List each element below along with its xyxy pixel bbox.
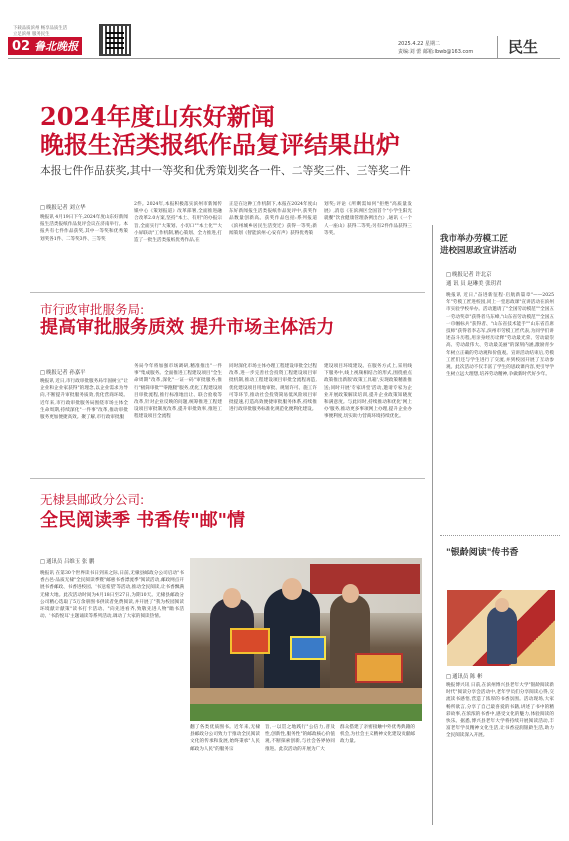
story2-kicker: 市行政审批服务局: — [40, 302, 145, 317]
column-divider — [432, 225, 433, 825]
story2-col-3: 同时深化市场主体办理工程建设审批全过程改革,进一步完善社会投资工程建设项目审批机制,推动工程建设项目审批全流程再造,优化建设项目用地审批、规划许可、施工许可等环节,推动社会投资简易低风险项目审批提速,打造高效便捷审批服务体系,持续推进行政审批服务标准化规范化便利化建设。 — [229, 364, 317, 413]
story3-col-4: 群众搭建了亲密接触中外优秀典籍的机会,为社会主义精神文化建设贡献邮政力量。 — [340, 725, 415, 745]
lead-subheadline: 本报七件作品获奖,其中一等奖和优秀策划奖各一件、二等奖三件、三等奖二件 — [40, 164, 411, 177]
lead-byline: □ 晚报记者 刘立华 — [40, 203, 86, 211]
lead-col-3: 正是在这种工作机制下,本报在2024年度山东好新闻报生活类报纸作品复评中,获奖作品数量创新高。获奖作品包括:系列报道《滨州城乡居民生活变迁》获得一等奖;新闻策划《智能滨州·心安有声》获得优秀策 — [229, 202, 317, 236]
paper-name: 鲁北晚报 — [34, 40, 79, 53]
side2-byline: □ 通讯员 陈 彬 — [446, 672, 482, 680]
lead-col-2: 2件。2024年,本报积极落实滨州市新闻传媒中心《策划报道》改革部署,全面推进融合改革2.0方案,坚持"本土、有用"的办报宗旨,全面实行"大策划、小切口""本土化""大小屏联动"工作机制,精心策划、全力推进,打造了一批生活类报纸优秀作品,在 — [134, 202, 222, 244]
side1-byline-1: □ 晚报记者 许北京 — [446, 270, 492, 278]
masthead-bar — [8, 37, 82, 55]
slogan-line: 下载品质滨州 畅享品质生活 — [13, 26, 68, 31]
side2-headline: "银龄阅读"传书香 — [446, 548, 519, 558]
story2-headline: 提高审批服务质效 提升市场主体活力 — [40, 317, 335, 338]
masthead-slogan — [13, 26, 67, 37]
story3-kicker: 无棣县邮政分公司: — [40, 492, 145, 507]
side2-body: 晚报博兴讯 日前,在滨州博兴县老年大学"银龄阅读新时代"阅读分享会活动中,老年学员们分享阅读心得,交流读书感悟,营造了浓厚的书香氛围。活动现场,大家畅所欲言,分享了自己最喜爱的书籍,讲述了书中的精彩故事,在浓浓的书香中,感受文化的魅力,体验阅读的快乐。据悉,博兴县老年大学将持续开展阅读活动,丰富老年学员精神文化生活,让书香浸润银龄生活,助力全民阅读深入开展。 — [446, 683, 554, 739]
lead-headline-1: 2024年度山东好新闻 — [40, 102, 275, 131]
story2-col-1: 晚报讯 近日,市行政审批服务局牢固树立"让企业和企业家获得"的理念,以企业需求为导向,不断提升审批服务质效,优化营商环境。近年来,市行政审批服务局围绕市场主体全生命周期,持续深化"一件事"改革,推动审批服务更加便捷高效。聚了解,市行政审批服 — [40, 379, 128, 421]
story2-col-4: 建设项目环境建设。在服务方式上,采用线下服务中,线上视频相结合的形式,围绕重点政策推出新版'政策工具箱',实现政策精准推送;同时开展'专家讲堂'活动,邀请专家为企业开展政策解读培训,提升企业政策知晓度和满意度。与此同时,持续推动和优化'网上办'服务,推动更多事项网上办理,提升企业办事便利度,切实助力营商环境持续优化。 — [324, 364, 412, 420]
issue-date: 2025.4.22 星期二 — [398, 41, 441, 47]
side1-headline-line: 我市举办劳模工匠 — [440, 234, 509, 244]
story3-headline: 全民阅读季 书香传"邮"情 — [40, 510, 246, 531]
story3-byline: □ 通讯员 吕维玉 张 鹏 — [40, 557, 94, 565]
section-name: 民生 — [508, 38, 539, 56]
qr-code-pattern — [106, 31, 124, 49]
editor-line: 责编:刘 蕾 邮箱:lbwb@163.com — [398, 49, 474, 55]
story3-col-2: 翻了各类优质图书。近年来,无棣县邮政分公司致力于推动全民阅读文化的传承和发展,始终秉承"人民邮政为人民"的服务宗 — [190, 725, 260, 752]
page-number: 02 — [12, 38, 31, 54]
separator — [30, 292, 425, 293]
lead-col-4: 划奖;评论《所剩需如何"拒绝"高质量发展》,消息《在滨洲区全国首个"小学生阳光就餐"饮食健康管理条例出台》,通讯《一个人一座山》获得二等奖;另有2件作品获得三等奖。 — [324, 202, 412, 236]
story3-col-1: 晚报讯 在第30个世界读书日到来之际,日前,无棣县邮政分公司启动"书香古邑·品质无棣"全民阅读季暨"邮惠书香漂流季"阅读活动,邮政网点开展书香邮政、书香进校园、'书送希望'等活动,推动全民阅读,让书香飘满无棣大地。此次活动时间为4月18日至27日,为期10天。无棣县邮政分公司精心选取了5万余册图书供读者免费阅读,并开展了"我为校园阅读环境献计献策"读书打卡活动、"向先进看齐,致敬先进人物"瞻书活动、'书韵悦耳'主题诵读等系列活动,调动了大家的阅读热情。 — [40, 571, 184, 620]
story2-byline: □ 晚报记者 孙嘉平 — [40, 368, 86, 376]
side1-headline-line: 进校园思政宣讲活动 — [440, 246, 517, 256]
top-rule — [8, 58, 560, 59]
divider — [497, 36, 498, 58]
senior-reading-photo — [447, 590, 555, 666]
side1-byline-2: 通 讯 员 赵琳美 张玥君 — [446, 281, 502, 287]
story2-col-2: 务局今年将加强市场调研,精准推出"一件事"集成服务。全面推进工程建设项目"全生命周期"改革,深化"一证一码"审批服务;推行"极简审批""零跑腿"服务,优化工程建设项目审批流程,推行标准地出让、联合验收等改革,针对企业反映的问题,统筹推进工程建设项目审批制度改革,提升审批效率,推进工程建设项目全流程 — [134, 364, 222, 420]
separator — [440, 535, 560, 536]
side1-headline — [440, 233, 517, 257]
story3-col-3: 旨,一以贯之地践行"公信力,普及性,创新性,服务性"的邮政核心价值观,不断探索创新,与社会各界协同推进。此次活动的开展为广大 — [265, 725, 335, 752]
reading-event-photo — [190, 558, 422, 721]
slogan-line: 立足滨州 服务民生 — [13, 31, 50, 37]
date-editor-block — [398, 40, 473, 56]
side1-body: 晚报讯 近日,"奋进新征程·启航新篇章"——2025年"劳模工匠进校园,同上一堂思政课"宣讲活动在滨州市实验学校举办。活动邀请了"全国劳动模范""全国五一劳动奖章"获得者马东峰,"山东省劳动模范""全国五一巾帼标兵"获得者、"山东省技术能手""山东省首席技师"获得者李志军,滨州市劳模工匠代表,为同学们讲述奋斗历程,用亲身经历诠释"劳动最光荣、劳动最崇高、劳动最伟大、劳动最美丽"的深刻内涵,激励青少年树立正确的劳动观和价值观。宣讲活动结束后,劳模工匠们还与学生进行了交流,并到校园开展了互动参观。此次活动不仅丰富了学生的思政课内容,更引导学生树立远大理想,培养劳动精神,争做新时代好少年。 — [446, 293, 554, 378]
lead-headline-2: 晚报生活类报纸作品复评结果出炉 — [40, 130, 400, 159]
story3-col-1-cont — [40, 724, 184, 824]
separator — [30, 478, 425, 479]
lead-col-1: 晚报讯 4月19日下午,2024年度山东好新闻报生活类报纸作品复评会议在济南举行。本报共有七件作品获奖,其中一等奖和优秀策划奖各1件、二等奖3件、三等奖 — [40, 215, 128, 242]
